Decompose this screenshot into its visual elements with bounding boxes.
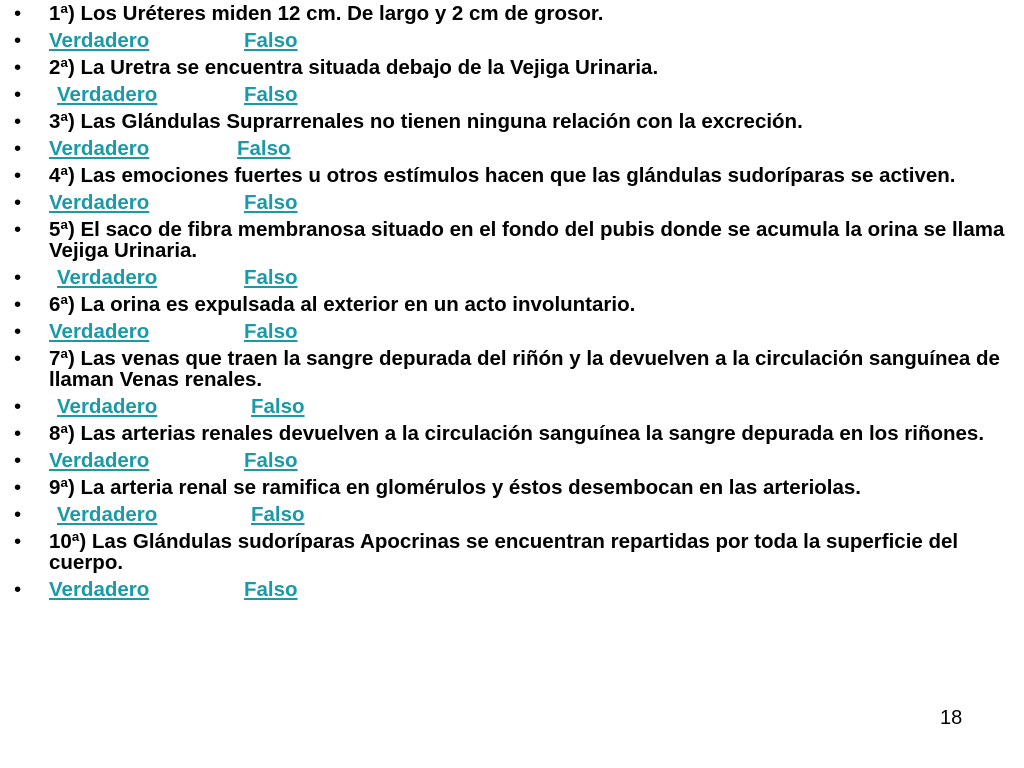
false-link[interactable]: Falso (251, 395, 305, 418)
bullet: • (14, 191, 22, 214)
bullet: • (14, 164, 22, 187)
question-text: 1ª) Los Uréteres miden 12 cm. De largo y 2 cm de grosor. (49, 2, 604, 25)
answer-item (14, 579, 1018, 600)
answer-item (14, 396, 1018, 417)
question-text: 8ª) Las arterias renales devuelven a la circulación sanguínea la sangre depurada en los riñones. (49, 422, 985, 445)
question-item (14, 3, 1018, 24)
false-link[interactable]: Falso (244, 29, 298, 52)
true-link[interactable]: Verdadero (49, 449, 150, 472)
bullet: • (14, 266, 22, 289)
answer-options (49, 579, 1018, 600)
answer-options (49, 321, 1018, 342)
question-text: 4ª) Las emociones fuertes u otros estímulos hacen que las glándulas sudoríparas se activen. (49, 164, 956, 187)
true-link[interactable]: Verdadero (57, 83, 158, 106)
true-link[interactable]: Verdadero (49, 137, 150, 160)
true-link[interactable]: Verdadero (49, 29, 150, 52)
page-number: 18 (940, 707, 963, 729)
bullet: • (14, 29, 22, 52)
bullet: • (14, 320, 22, 343)
bullet: • (14, 293, 22, 316)
bullet: • (14, 449, 22, 472)
false-link[interactable]: Falso (237, 137, 291, 160)
true-link[interactable]: Verdadero (49, 320, 150, 343)
answer-options (49, 267, 1018, 288)
answer-item (14, 84, 1018, 105)
bullet: • (14, 2, 22, 25)
true-link[interactable]: Verdadero (49, 191, 150, 214)
answer-item (14, 267, 1018, 288)
false-link[interactable]: Falso (244, 266, 298, 289)
question-text: 6ª) La orina es expulsada al exterior en un acto involuntario. (49, 293, 636, 316)
false-link[interactable]: Falso (251, 503, 305, 526)
question-item (14, 294, 1018, 315)
bullet: • (14, 578, 22, 601)
question-item (14, 219, 1018, 261)
bullet: • (14, 422, 22, 445)
answer-item (14, 138, 1018, 159)
answer-options (49, 396, 1018, 417)
true-link[interactable]: Verdadero (57, 503, 158, 526)
false-link[interactable]: Falso (244, 320, 298, 343)
question-item (14, 348, 1018, 390)
false-link[interactable]: Falso (244, 83, 298, 106)
bullet: • (14, 476, 22, 499)
answer-item (14, 321, 1018, 342)
bullet: • (14, 110, 22, 133)
question-item (14, 531, 1018, 573)
true-link[interactable]: Verdadero (57, 266, 158, 289)
question-text: 7ª) Las venas que traen la sangre depurada del riñón y la devuelven a la circulación sanguínea de llaman Venas renales. (49, 347, 1000, 391)
question-item (14, 57, 1018, 78)
answer-options (49, 138, 1018, 159)
quiz-list (14, 3, 1018, 606)
bullet: • (14, 503, 22, 526)
answer-item (14, 504, 1018, 525)
false-link[interactable]: Falso (244, 449, 298, 472)
bullet: • (14, 347, 22, 370)
answer-item (14, 192, 1018, 213)
bullet: • (14, 530, 22, 553)
question-text: 10ª) Las Glándulas sudoríparas Apocrinas se encuentran repartidas por toda la superficie del cuerpo. (49, 530, 959, 574)
question-item (14, 477, 1018, 498)
bullet: • (14, 137, 22, 160)
bullet: • (14, 56, 22, 79)
true-link[interactable]: Verdadero (49, 578, 150, 601)
question-item (14, 111, 1018, 132)
bullet: • (14, 83, 22, 106)
false-link[interactable]: Falso (244, 191, 298, 214)
bullet: • (14, 395, 22, 418)
question-item (14, 165, 1018, 186)
question-text: 3ª) Las Glándulas Suprarrenales no tienen ninguna relación con la excreción. (49, 110, 803, 133)
answer-options (49, 450, 1018, 471)
answer-options (49, 30, 1018, 51)
true-link[interactable]: Verdadero (57, 395, 158, 418)
answer-options (49, 192, 1018, 213)
bullet: • (14, 218, 22, 241)
question-text: 9ª) La arteria renal se ramifica en glomérulos y éstos desembocan en las arteriolas. (49, 476, 861, 499)
answer-options (49, 504, 1018, 525)
answer-item (14, 450, 1018, 471)
question-text: 2ª) La Uretra se encuentra situada debajo de la Vejiga Urinaria. (49, 56, 659, 79)
false-link[interactable]: Falso (244, 578, 298, 601)
question-item (14, 423, 1018, 444)
question-text: 5ª) El saco de fibra membranosa situado en el fondo del pubis donde se acumula la orina se llama Vejiga Urinaria. (49, 218, 1005, 262)
answer-item (14, 30, 1018, 51)
answer-options (49, 84, 1018, 105)
